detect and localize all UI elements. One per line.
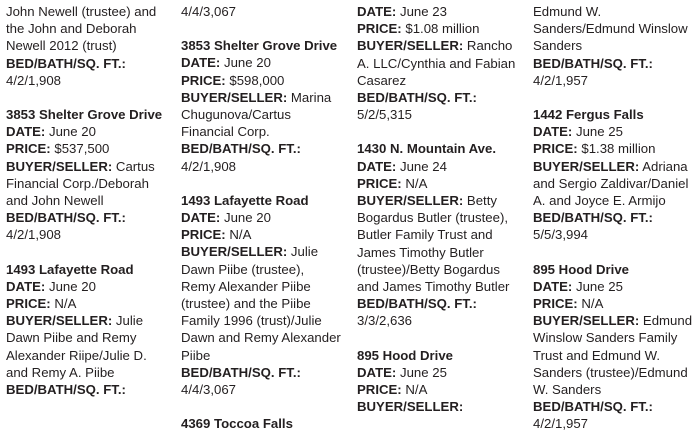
listing-address: 1493 Lafayette Road <box>181 192 309 208</box>
buyer-seller-value: Cartus Financial Corp./Deborah and John Newell <box>6 158 155 209</box>
price-label: PRICE: <box>533 296 578 312</box>
buyer-seller-label: BUYER/SELLER: <box>6 158 113 174</box>
buyer-seller-label: BUYER/SELLER: <box>533 158 640 174</box>
listing <box>357 347 517 416</box>
bed-bath-sqft-value: 4/4/3,067 <box>181 382 236 398</box>
date-label: DATE: <box>357 364 397 380</box>
date-label: DATE: <box>181 210 221 226</box>
date-value: June 25 <box>575 124 623 140</box>
price-label: PRICE: <box>6 141 51 157</box>
buyer-seller-label: BUYER/SELLER: <box>357 399 464 415</box>
buyer-seller-value: Adriana and Sergio Zaldivar/Daniel A. and Joyce E. Armijo <box>533 158 689 209</box>
price-value: $1.38 million <box>581 141 656 157</box>
date-value: June 25 <box>575 278 623 294</box>
listing <box>6 106 166 244</box>
buyer-seller-label: BUYER/SELLER: <box>357 193 464 209</box>
price-label: PRICE: <box>181 227 226 243</box>
bed-bath-sqft-label: BED/BATH/SQ. FT.: <box>533 399 653 415</box>
buyer-seller-label: BUYER/SELLER: <box>6 313 113 329</box>
price-label: PRICE: <box>181 72 226 88</box>
date-label: DATE: <box>533 278 573 294</box>
price-label: PRICE: <box>533 141 578 157</box>
date-value: June 20 <box>223 55 271 71</box>
continued-listing <box>181 3 341 20</box>
bed-bath-sqft-value: 4/2/1,957 <box>533 416 588 432</box>
price-label: PRICE: <box>6 296 51 312</box>
date-value: June 23 <box>399 4 447 19</box>
column-2 <box>181 0 341 432</box>
buyer-seller-label: BUYER/SELLER: <box>533 313 640 329</box>
continued-listing <box>357 3 517 123</box>
listing-address: 3853 Shelter Grove Drive <box>6 107 163 123</box>
bed-bath-sqft-label: BED/BATH/SQ. FT.: <box>181 364 301 380</box>
listing-address: 895 Hood Drive <box>533 261 630 277</box>
price-value: $537,500 <box>54 141 110 157</box>
listing-address: 1493 Lafayette Road <box>6 261 134 277</box>
listing <box>181 415 341 432</box>
bed-bath-sqft-value: 4/2/1,957 <box>533 72 588 88</box>
price-label: PRICE: <box>357 175 402 191</box>
price-label: PRICE: <box>357 21 402 37</box>
listing <box>181 192 341 398</box>
continued-listing <box>6 3 166 89</box>
date-label: DATE: <box>181 55 221 71</box>
price-value: $1.08 million <box>405 21 480 37</box>
buyer-seller-value: Julie Dawn Piibe (trustee), Remy Alexander Piibe (trustee) and the Piibe Family 1996 (trust)/Julie Dawn and Remy Alexander Piibe <box>181 244 341 363</box>
listing-address: 895 Hood Drive <box>357 347 454 363</box>
date-value: June 25 <box>399 364 447 380</box>
bed-bath-sqft-label: BED/BATH/SQ. FT.: <box>533 210 653 226</box>
bed-bath-sqft-label: BED/BATH/SQ. FT.: <box>6 55 126 71</box>
column-1 <box>6 0 166 398</box>
date-value: June 20 <box>48 124 96 140</box>
date-label: DATE: <box>357 4 397 19</box>
price-value: N/A <box>54 296 77 312</box>
listing-address: 1442 Fergus Falls <box>533 107 644 123</box>
bed-bath-sqft-value: 4/2/1,908 <box>6 227 61 243</box>
buyer-seller-label: BUYER/SELLER: <box>181 244 288 260</box>
bed-bath-sqft-value: 5/2/5,315 <box>357 107 412 123</box>
date-label: DATE: <box>357 158 397 174</box>
bed-bath-sqft-label: BED/BATH/SQ. FT.: <box>6 210 126 226</box>
price-value: N/A <box>581 296 604 312</box>
date-value: June 24 <box>399 158 447 174</box>
buyer-seller-value: Rancho A. LLC/Cynthia and Fabian Casarez <box>357 38 516 88</box>
bed-bath-sqft-label: BED/BATH/SQ. FT.: <box>181 141 301 157</box>
continued-buyer-seller-text: Edmund W. Sanders/Edmund Winslow Sanders <box>533 4 688 54</box>
listing <box>533 261 693 433</box>
price-value: N/A <box>405 382 428 398</box>
buyer-seller-value: Edmund Winslow Sanders Family Trust and Edmund W. Sanders (trustee)/Edmund W. Sanders <box>533 313 693 398</box>
listing <box>357 140 517 329</box>
price-value: N/A <box>405 175 428 191</box>
buyer-seller-value: Julie Dawn Piibe and Remy Alexander Riipe/Julie D. and Remy A. Piibe <box>6 313 147 380</box>
bed-bath-sqft-label: BED/BATH/SQ. FT.: <box>533 55 653 71</box>
bed-bath-sqft-label: BED/BATH/SQ. FT.: <box>357 90 477 106</box>
price-label: PRICE: <box>357 382 402 398</box>
price-value: N/A <box>229 227 252 243</box>
bed-bath-sqft-label: BED/BATH/SQ. FT.: <box>6 382 126 398</box>
date-label: DATE: <box>533 124 573 140</box>
bed-bath-sqft-value: 3/3/2,636 <box>357 313 412 329</box>
listing <box>6 261 166 399</box>
buyer-seller-label: BUYER/SELLER: <box>181 89 288 105</box>
listing-address: 3853 Shelter Grove Drive <box>181 38 338 54</box>
price-value: $598,000 <box>229 72 285 88</box>
continued-buyer-seller-text: John Newell (trustee) and the John and Deborah Newell 2012 (trust) <box>6 4 157 54</box>
date-value: June 20 <box>48 278 96 294</box>
column-3 <box>357 0 517 415</box>
column-4 <box>533 0 693 433</box>
bed-bath-sqft-value: 4/4/3,067 <box>181 4 236 19</box>
bed-bath-sqft-value: 5/5/3,994 <box>533 227 588 243</box>
listing <box>181 37 341 175</box>
buyer-seller-label: BUYER/SELLER: <box>357 38 464 54</box>
listing <box>533 106 693 244</box>
date-value: June 20 <box>223 210 271 226</box>
bed-bath-sqft-value: 4/2/1,908 <box>6 72 61 88</box>
continued-listing <box>533 3 693 89</box>
bed-bath-sqft-label: BED/BATH/SQ. FT.: <box>357 296 477 312</box>
listing-address: 1430 N. Mountain Ave. <box>357 141 496 157</box>
bed-bath-sqft-value: 4/2/1,908 <box>181 158 236 174</box>
listing-address: 4369 Toccoa Falls <box>181 416 293 432</box>
date-label: DATE: <box>6 124 46 140</box>
buyer-seller-value: Betty Bogardus Butler (trustee), Butler Family Trust and James Timothy Butler (trustee)/Betty Bogardus and James Timothy Butler <box>357 193 510 295</box>
buyer-seller-value: Marina Chugunova/Cartus Financial Corp. <box>181 89 332 140</box>
date-label: DATE: <box>6 278 46 294</box>
